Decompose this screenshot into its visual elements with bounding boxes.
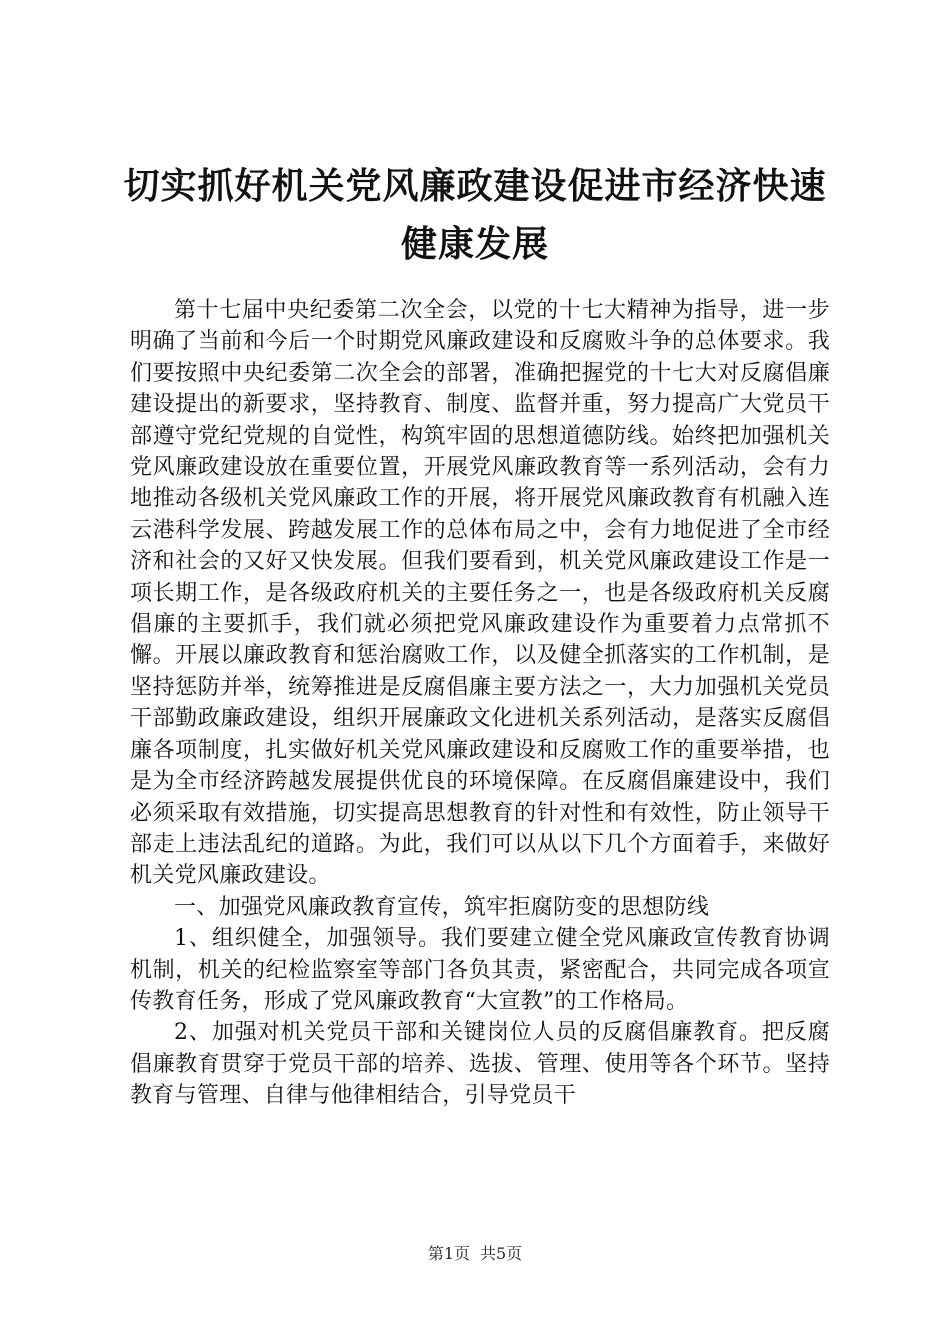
document-title: 切实抓好机关党风廉政建设促进市经济快速健康发展 [123, 166, 827, 265]
page-number: 第1页 [427, 1244, 470, 1263]
body-paragraph-item-2: 2、加强对机关党员干部和关键岗位人员的反腐倡廉教育。把反腐倡廉教育贯穿于党员干部的培养、选拔、管理、使用等各个环节。坚持教育与管理、自律与他律相结合，引导党员干 [130, 1020, 830, 1109]
body-paragraph-intro: 第十七届中央纪委第二次全会，以党的十七大精神为指导，进一步明确了当前和今后一个时期党风廉政建设和反腐败斗争的总体要求。我们要按照中央纪委第二次全会的部署，准确把握党的十七大对反腐倡廉建设提出的新要求，坚持教育、制度、监督并重，努力提高广大党员干部遵守党纪党规的自觉性，构筑牢固的思想道德防线。始终把加强机关党风廉政建设放在重要位置，开展党风廉政教育等一系列活动，会有力地推动各级机关党风廉政工作的开展，将开展党风廉政教育有机融入连云港科学发展、跨越发展工作的总体布局之中，会有力地促进了全市经济和社会的又好又快发展。但我们要看到，机关党风廉政建设工作是一项长期工作，是各级政府机关的主要任务之一，也是各级政府机关反腐倡廉的主要抓手，我们就必须把党风廉政建设作为重要着力点常抓不懈。开展以廉政教育和惩治腐败工作，以及健全抓落实的工作机制，是坚持惩防并举，统筹推进是反腐倡廉主要方法之一，大力加强机关党员干部勤政廉政建设，组织开展廉政文化进机关系列活动，是落实反腐倡廉各项制度，扎实做好机关党风廉政建设和反腐败工作的重要举措，也是为全市经济跨越发展提供优良的环境保障。在反腐倡廉建设中，我们必须采取有效措施，切实提高思想教育的针对性和有效性，防止领导干部走上违法乱纪的道路。为此，我们可以从以下几个方面着手，来做好机关党风廉政建设。 [130, 298, 830, 889]
body-paragraph-item-1: 1、组织健全，加强领导。我们要建立健全党风廉政宣传教育协调机制，机关的纪检监察室等部门各负其责，紧密配合，共同完成各项宣传教育任务，形成了党风廉政教育“大宣教”的工作格局。 [130, 926, 830, 1014]
page-footer [0, 1241, 950, 1264]
page-total: 共5页 [480, 1244, 523, 1263]
section-heading-1: 一、加强党风廉政教育宣传，筑牢拒腐防变的思想防线 [174, 894, 710, 920]
document-body [130, 295, 830, 1112]
